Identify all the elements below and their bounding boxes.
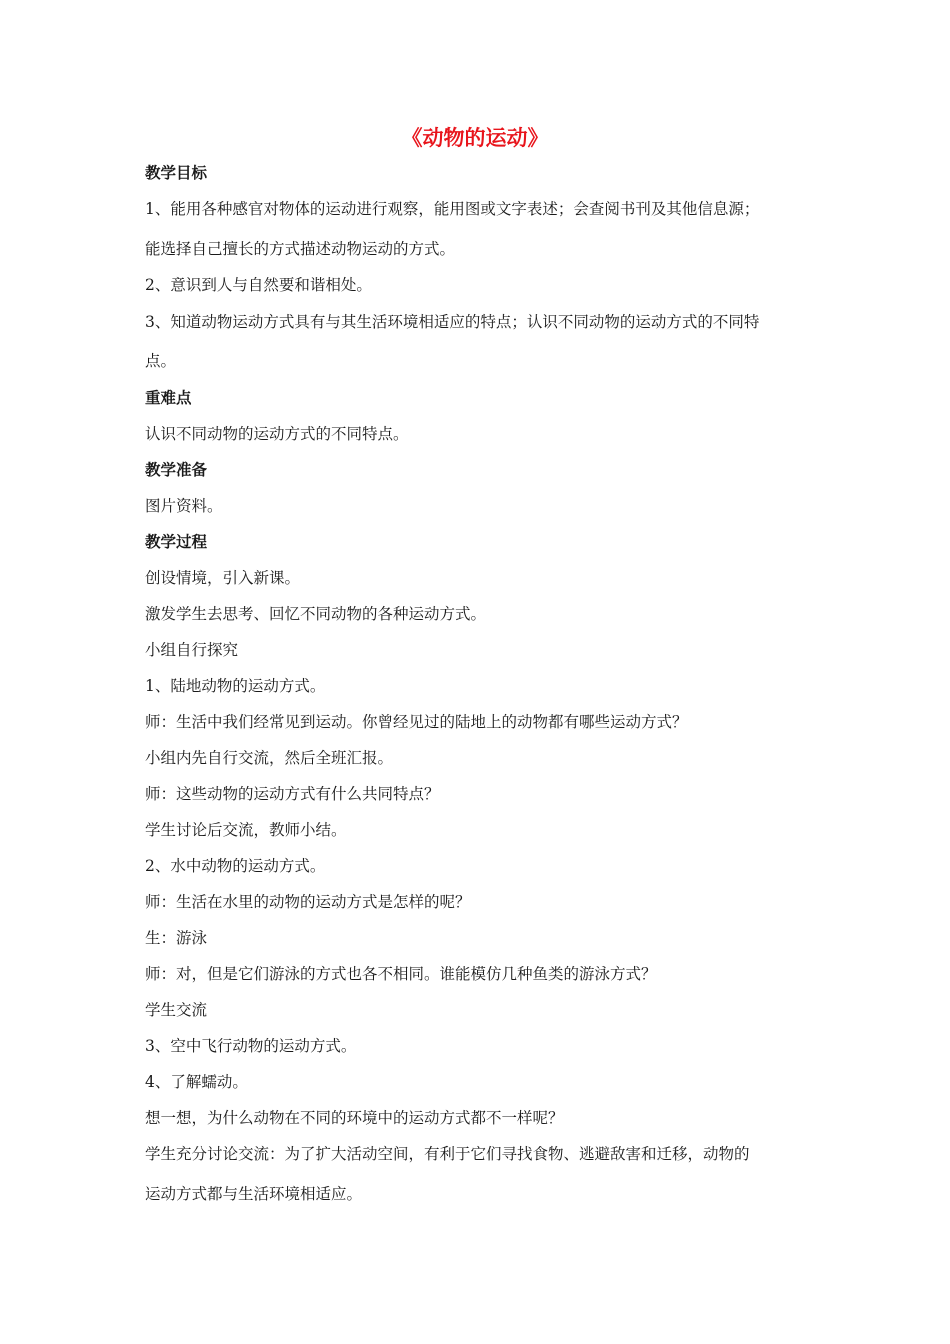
process-line: 2、水中动物的运动方式。 <box>145 857 326 875</box>
section-heading-process: 教学过程 <box>145 533 208 551</box>
process-line: 1、陆地动物的运动方式。 <box>145 677 326 695</box>
process-line: 学生充分讨论交流：为了扩大活动空间，有利于它们寻找食物、逃避敌害和迁移，动物的 <box>145 1145 750 1163</box>
process-line: 创设情境，引入新课。 <box>145 569 301 587</box>
objective-line: 点。 <box>145 352 177 370</box>
process-line: 生：游泳 <box>145 929 208 947</box>
process-line: 激发学生去思考、回忆不同动物的各种运动方式。 <box>145 605 487 623</box>
process-line: 师：这些动物的运动方式有什么共同特点？ <box>145 785 440 803</box>
key-points-text: 认识不同动物的运动方式的不同特点。 <box>145 425 409 443</box>
document-title: 《动物的运动》 <box>401 126 549 150</box>
objective-line: 能选择自己擅长的方式描述动物运动的方式。 <box>145 240 456 258</box>
section-heading-key-points: 重难点 <box>145 389 192 407</box>
process-line: 学生讨论后交流，教师小结。 <box>145 821 347 839</box>
process-line: 学生交流 <box>145 1001 208 1019</box>
section-heading-preparation: 教学准备 <box>145 461 208 479</box>
objective-line: 2、意识到人与自然要和谐相处。 <box>145 276 372 294</box>
process-line: 师：生活在水里的动物的运动方式是怎样的呢？ <box>145 893 471 911</box>
process-line: 小组自行探究 <box>145 641 239 659</box>
process-line: 4、了解蠕动。 <box>145 1073 248 1091</box>
preparation-text: 图片资料。 <box>145 497 223 515</box>
objective-line: 3、知道动物运动方式具有与其生活环境相适应的特点；认识不同动物的运动方式的不同特 <box>145 313 760 331</box>
process-line: 运动方式都与生活环境相适应。 <box>145 1185 363 1203</box>
process-line: 师：生活中我们经常见到运动。你曾经见过的陆地上的动物都有哪些运动方式？ <box>145 713 688 731</box>
process-line: 3、空中飞行动物的运动方式。 <box>145 1037 357 1055</box>
process-line: 想一想，为什么动物在不同的环境中的运动方式都不一样呢？ <box>145 1109 564 1127</box>
process-line: 小组内先自行交流，然后全班汇报。 <box>145 749 394 767</box>
section-heading-objectives: 教学目标 <box>145 164 208 182</box>
process-line: 师：对，但是它们游泳的方式也各不相同。谁能模仿几种鱼类的游泳方式？ <box>145 965 657 983</box>
objective-line: 1、能用各种感官对物体的运动进行观察，能用图或文字表述；会查阅书刊及其他信息源； <box>145 200 760 218</box>
